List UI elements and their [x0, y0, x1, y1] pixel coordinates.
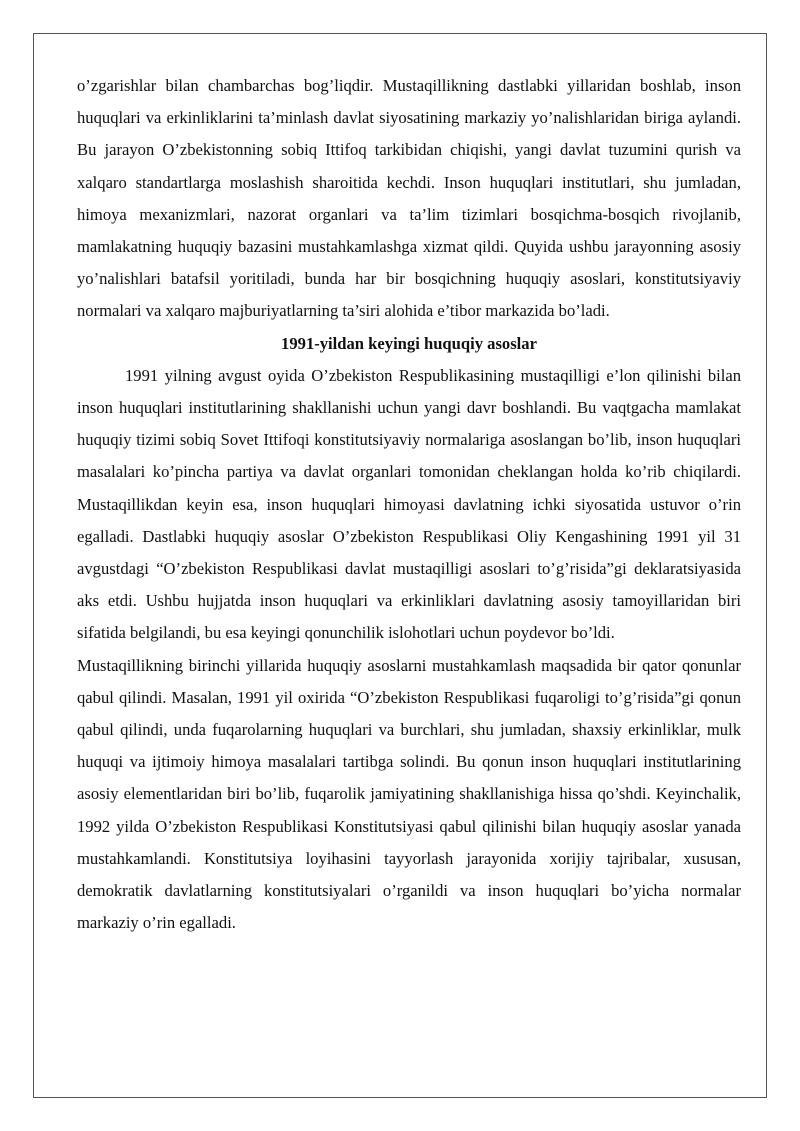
- document-body: [77, 70, 741, 939]
- section-heading: 1991-yildan keyingi huquqiy asoslar: [281, 333, 537, 353]
- paragraph-first-years-laws: Mustaqillikning birinchi yillarida huquqiy asoslarni mustahkamlash maqsadida bir qator qonunlar qabul qilindi. Masalan, 1991 yil oxirida “O’zbekiston Respublikasi fuqaroligi to’g’risida”gi qonun qabul qilindi, unda fuqarolarning huquqlari va burchlari, shu jumladan, shaxsiy erkinliklar, mulk huquqi va ijtimoiy himoya masalalari tartibga solindi. Bu qonun inson huquqlari institutlarining asosiy elementlaridan biri bo’lib, fuqarolik jamiyatining shakllanishiga hissa qo’shdi. Keyinchalik, 1992 yilda O’zbekiston Respublikasi Konstitutsiyasi qabul qilinishi bilan huquqiy asoslar yanada mustahkamlandi. Konstitutsiya loyihasini tayyorlash jarayonida xorijiy tajribalar, xususan, demokratik davlatlarning konstitutsiyalari o’rganildi va inson huquqlari bo’yicha normalar markaziy o’rin egalladi.: [77, 655, 741, 933]
- paragraph-independence: 1991 yilning avgust oyida O’zbekiston Respublikasining mustaqilligi e’lon qilinishi bilan inson huquqlari institutlarining shakllanishi uchun yangi davr boshlandi. Bu vaqtgacha mamlakat huquqiy tizimi sobiq Sovet Ittifoqi konstitutsiyaviy normalariga asoslangan bo’lib, inson huquqlari masalalari ko’pincha partiya va davlat organlari tomonidan cheklangan holda ko’rib chiqilardi. Mustaqillikdan keyin esa, inson huquqlari himoyasi davlatning ichki siyosatida ustuvor o’rin egalladi. Dastlabki huquqiy asoslar O’zbekiston Respublikasi Oliy Kengashining 1991 yil 31 avgustdagi “O’zbekiston Respublikasi davlat mustaqilligi asoslari to’g’risida”gi deklaratsiyasida aks etdi. Ushbu hujjatda inson huquqlari va erkinliklari davlatning asosiy tamoyillaridan biri sifatida belgilandi, bu esa keyingi qonunchilik islohotlari uchun poydevor bo’ldi.: [77, 365, 741, 643]
- paragraph-intro-continuation: o’zgarishlar bilan chambarchas bog’liqdir. Mustaqillikning dastlabki yillaridan boshlab, inson huquqlari va erkinliklarini ta’minlash davlat siyosatining markaziy yo’nalishlaridan biriga aylandi. Bu jarayon O’zbekistonning sobiq Ittifoq tarkibidan chiqishi, yangi davlat tuzumini qurish va xalqaro standartlarga moslashish sharoitida kechdi. Inson huquqlari institutlari, shu jumladan, himoya mexanizmlari, nazorat organlari va ta’lim tizimlari bosqichma-bosqich rivojlanib, mamlakatning huquqiy bazasini mustahkamlashga xizmat qildi. Quyida ushbu jarayonning asosiy yo’nalishlari batafsil yoritiladi, bunda har bir bosqichning huquqiy asoslari, konstitutsiyaviy normalari va xalqaro majburiyatlarning ta’siri alohida e’tibor markazida bo’ladi.: [77, 76, 741, 321]
